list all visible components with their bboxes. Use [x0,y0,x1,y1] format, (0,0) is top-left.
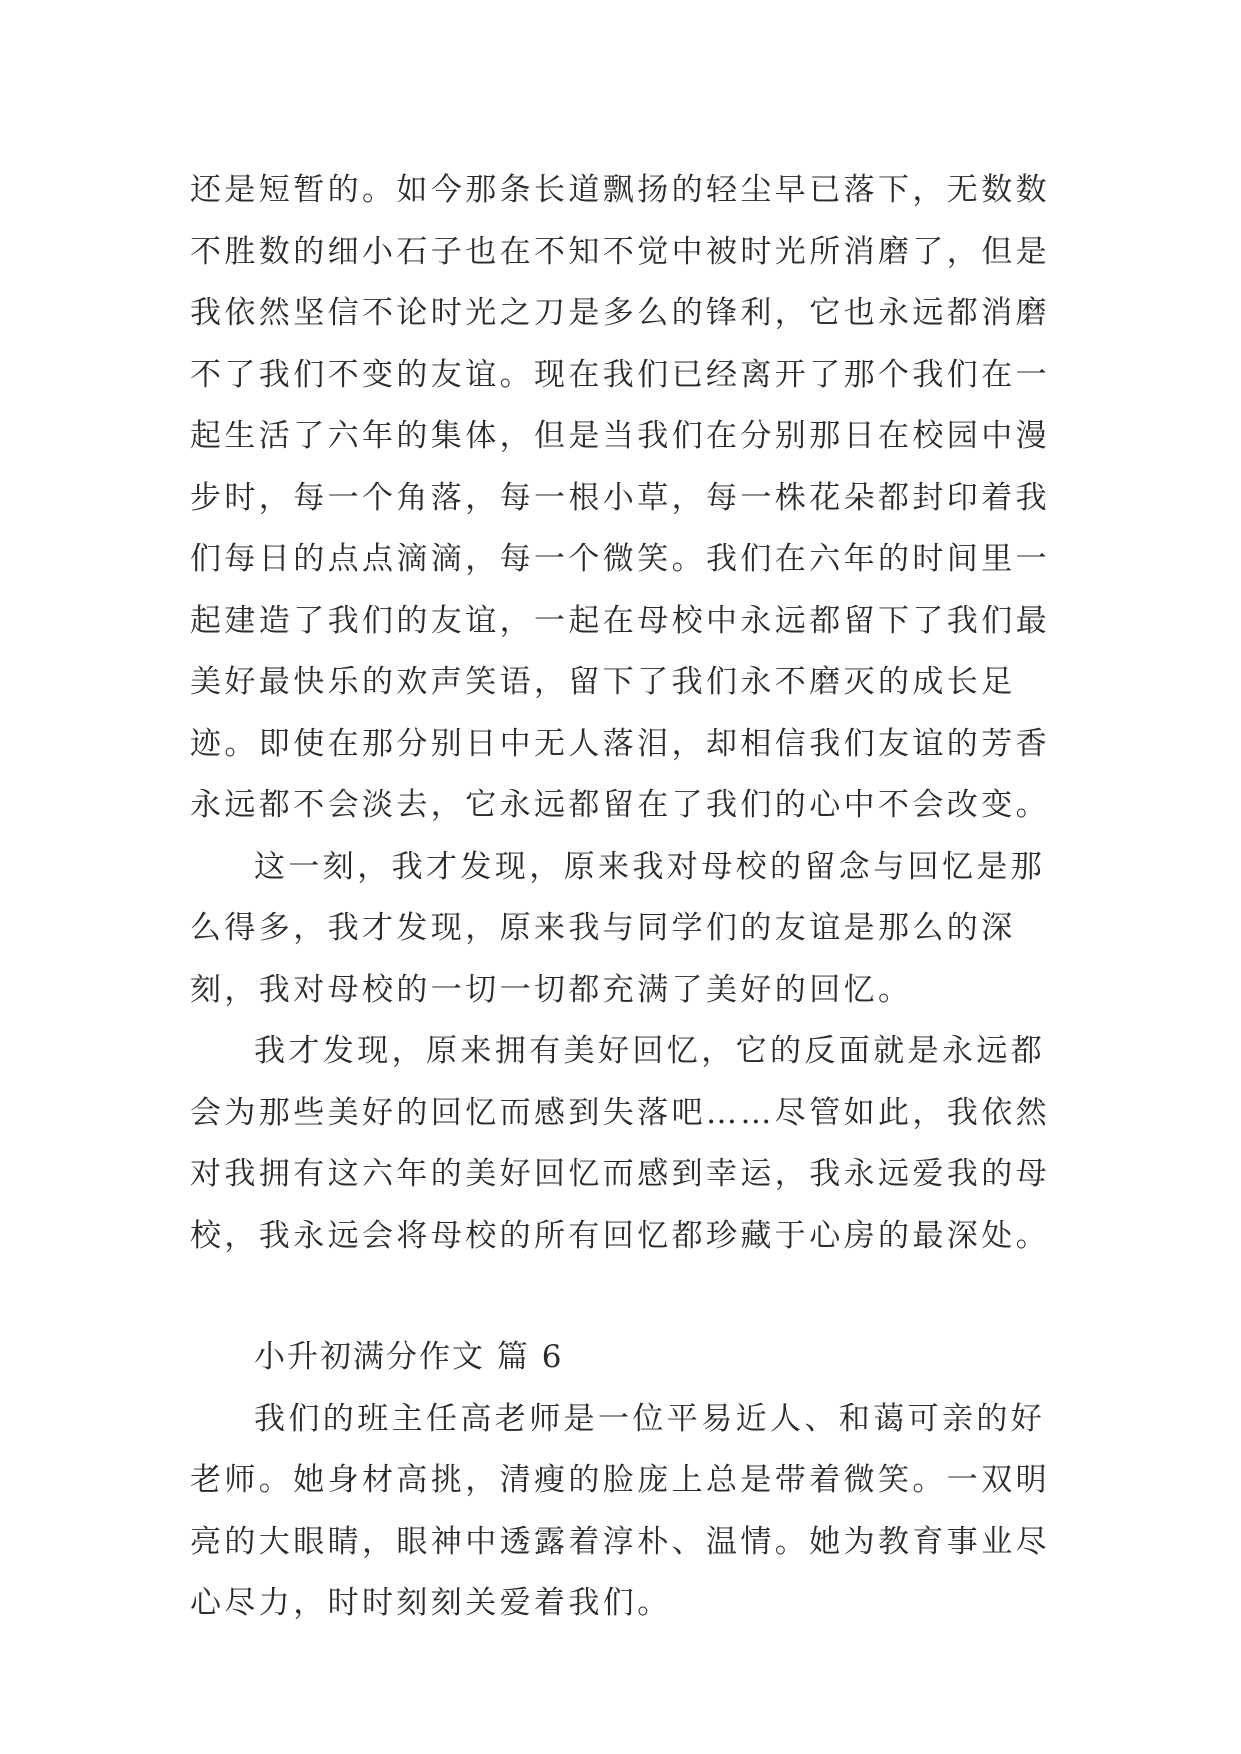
document-body [190,160,1052,1635]
paragraph-realization: 这一刻，我才发现，原来我对母校的留念与回忆是那么得多，我才发现，原来我与同学们的友谊是那么的深刻，我对母校的一切一切都充满了美好的回忆。 [190,848,1046,1008]
paragraph-teacher: 我们的班主任高老师是一位平易近人、和蔼可亲的好老师。她身材高挑，清瘦的脸庞上总是带着微笑。一双明亮的大眼睛，眼神中透露着淳朴、温情。她为教育事业尽心尽力，时时刻刻关爱着我们。 [190,1400,1050,1621]
paragraph-memories: 我才发现，原来拥有美好回忆，它的反面就是永远都会为那些美好的回忆而感到失落吧……尽管如此，我依然对我拥有这六年的美好回忆而感到幸运，我永远爱我的母校，我永远会将母校的所有回忆都珍藏于心房的最深处。 [190,1033,1050,1254]
section-heading: 小升初满分作文 篇 6 [254,1339,564,1375]
section-spacer [190,1267,1052,1327]
paragraph-continuation: 还是短暂的。如今那条长道飘扬的轻尘早已落下，无数数不胜数的细小石子也在不知不觉中被时光所消磨了，但是我依然坚信不论时光之刀是多么的锋利，它也永远都消磨不了我们不变的友谊。现在我们已经离开了那个我们在一起生活了六年的集体，但是当我们在分别那日在校园中漫步时，每一个角落，每一根小草，每一株花朵都封印着我们每日的点点滴滴，每一个微笑。我们在六年的时间里一起建造了我们的友谊，一起在母校中永远都留下了我们最美好最快乐的欢声笑语，留下了我们永不磨灭的成长足迹。即使在那分别日中无人落泪，却相信我们友谊的芳香永远都不会淡去，它永远都留在了我们的心中不会改变。 [190,172,1050,823]
